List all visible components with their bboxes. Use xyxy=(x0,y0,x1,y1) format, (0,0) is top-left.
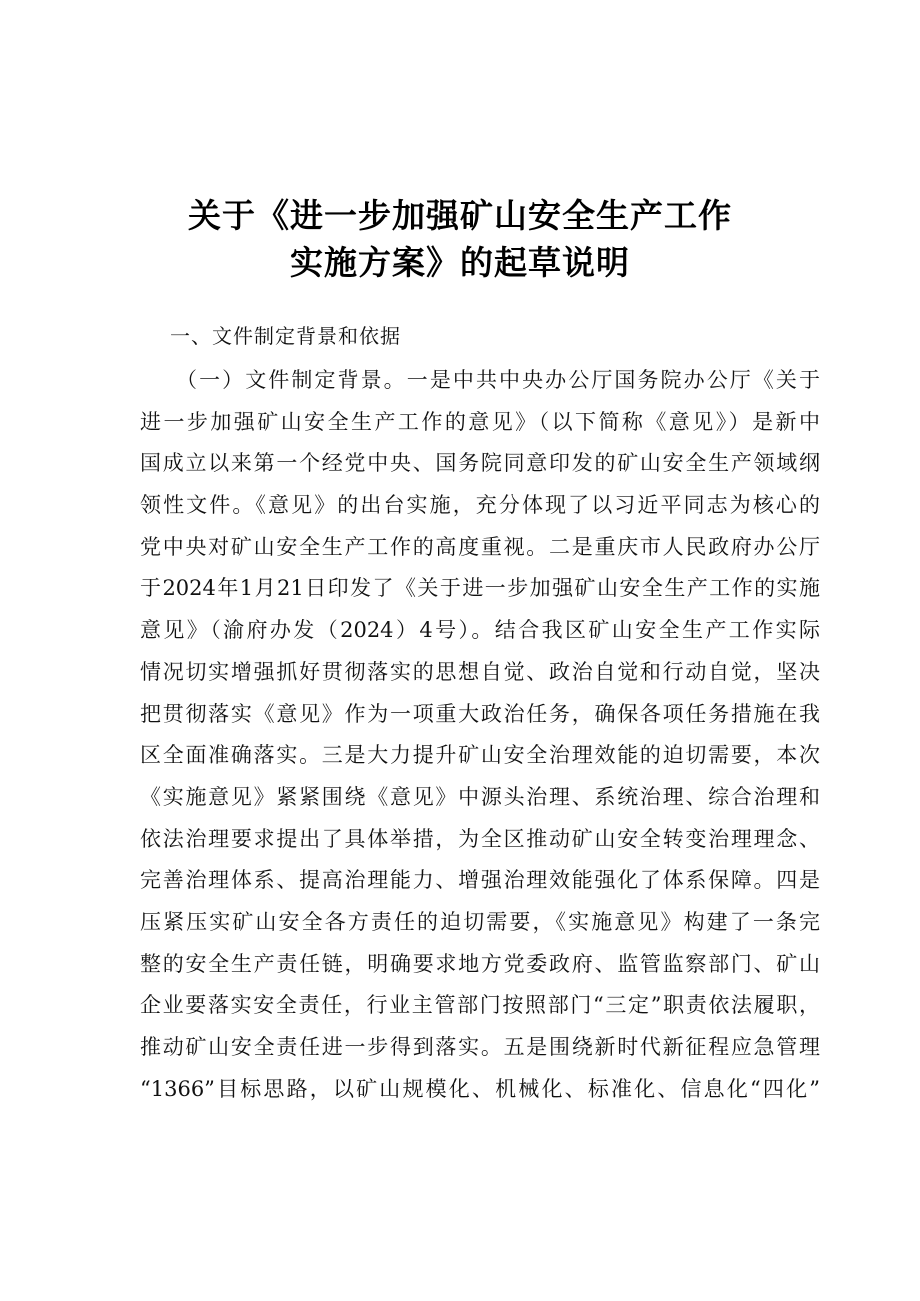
paragraph-line: 企业要落实安全责任，行业主管部门按照部门“三定”职责依法履职， xyxy=(140,993,820,1018)
section-heading: 一、文件制定背景和依据 xyxy=(170,324,401,348)
paragraph-line: 推动矿山安全责任进一步得到落实。五是围绕新时代新征程应急管理 xyxy=(140,1035,820,1059)
paragraph-line: 完善治理体系、提高治理能力、增强治理效能强化了体系保障。四是 xyxy=(140,868,820,893)
document-title-line-2: 实施方案》的起草说明 xyxy=(290,243,630,282)
paragraph-line: 整的安全生产责任链，明确要求地方党委政府、监管监察部门、矿山 xyxy=(140,951,820,976)
paragraph-line: 《实施意见》紧紧围绕《意见》中源头治理、系统治理、综合治理和 xyxy=(140,784,820,809)
paragraph-line: 意见》（渝府办发（2024）4号）。结合我区矿山安全生产工作实际 xyxy=(140,618,820,643)
paragraph-line: 把贯彻落实《意见》作为一项重大政治任务，确保各项任务措施在我 xyxy=(140,701,820,726)
paragraph-line: 区全面准确落实。三是大力提升矿山安全治理效能的迫切需要，本次 xyxy=(140,743,820,768)
paragraph-line: 于2024年1月21日印发了《关于进一步加强矿山安全生产工作的实施 xyxy=(140,576,820,601)
paragraph-line: 党中央对矿山安全生产工作的高度重视。二是重庆市人民政府办公厅 xyxy=(140,534,820,559)
document-title-line-1: 关于《进一步加强矿山安全生产工作 xyxy=(188,196,732,235)
paragraph-line: 依法治理要求提出了具体举措，为全区推动矿山安全转变治理理念、 xyxy=(140,826,820,851)
body-paragraph xyxy=(140,360,820,1110)
paragraph-line: “1366”目标思路，以矿山规模化、机械化、标准化、信息化“四化” xyxy=(140,1076,820,1101)
paragraph-line: （一）文件制定背景。一是中共中央办公厅国务院办公厅《关于 xyxy=(176,368,820,392)
paragraph-line: 领性文件。《意见》的出台实施，充分体现了以习近平同志为核心的 xyxy=(140,493,820,518)
paragraph-line: 进一步加强矿山安全生产工作的意见》（以下简称《意见》）是新中 xyxy=(140,409,820,434)
paragraph-line: 情况切实增强抓好贯彻落实的思想自觉、政治自觉和行动自觉，坚决 xyxy=(140,659,820,684)
paragraph-line: 压紧压实矿山安全各方责任的迫切需要，《实施意见》构建了一条完 xyxy=(140,909,820,934)
paragraph-line: 国成立以来第一个经党中央、国务院同意印发的矿山安全生产领域纲 xyxy=(140,451,820,476)
